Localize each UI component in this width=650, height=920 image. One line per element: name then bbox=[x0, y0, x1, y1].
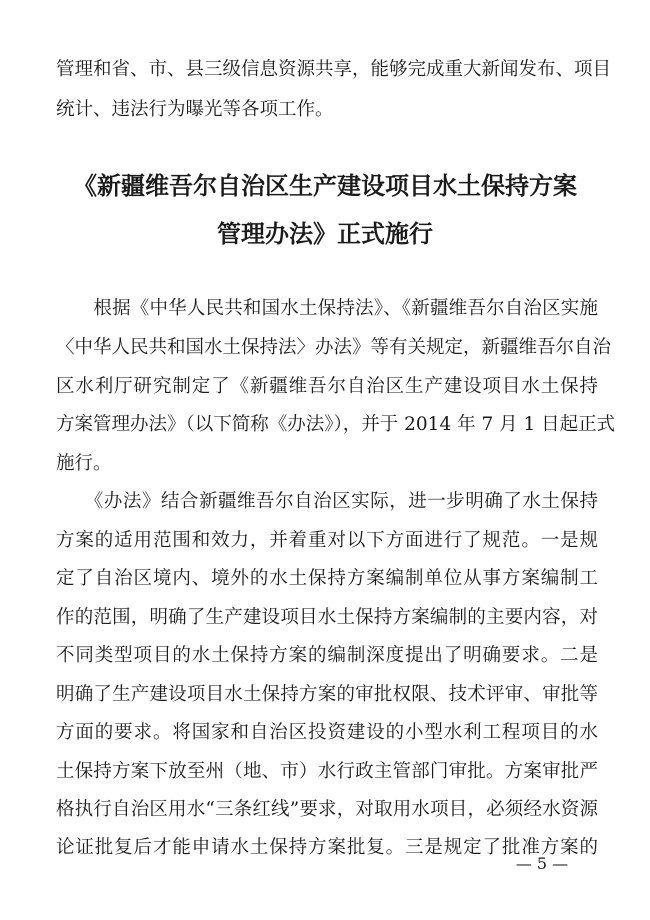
paragraph2-line-2: 方案的适用范围和效力，并着重对以下方面进行了规范。一是规 bbox=[56, 530, 598, 551]
paragraph2-line-3: 定了自治区境内、境外的水土保持方案编制单位从事方案编制工 bbox=[56, 568, 598, 589]
article-title-line-1: 《新疆维吾尔自治区生产建设项目水土保持方案 bbox=[73, 172, 577, 200]
paragraph1-line-5: 施行。 bbox=[56, 453, 112, 474]
paragraph2-line-9: 格执行自治区用水“三条红线”要求，对取用水项目，必须经水资源 bbox=[56, 799, 598, 820]
paragraph2-line-4: 作的范围，明确了生产建设项目水土保持方案编制的主要内容，对 bbox=[56, 607, 598, 628]
paragraph1-line-1: 根据《中华人民共和国水土保持法》、《新疆维吾尔自治区实施 bbox=[56, 298, 598, 319]
article-title-line-2: 管理办法》正式施行 bbox=[217, 220, 433, 248]
paragraph1-line-3: 区水利厅研究制定了《新疆维吾尔自治区生产建设项目水土保持 bbox=[56, 376, 598, 397]
paragraph1-line-4: 方案管理办法》（以下简称《办法》），并于 2014 年 7 月 1 日起正式 bbox=[56, 414, 616, 435]
paragraph2-line-5: 不同类型项目的水土保持方案的编制深度提出了明确要求。二是 bbox=[56, 645, 598, 666]
paragraph2-line-6: 明确了生产建设项目水土保持方案的审批权限、技术评审、审批等 bbox=[56, 684, 598, 705]
paragraph2-line-1: 《办法》结合新疆维吾尔自治区实际，进一步明确了水土保持 bbox=[56, 491, 598, 512]
intro-line-1: 管理和省、市、县三级信息资源共享，能够完成重大新闻发布、项目 bbox=[56, 59, 612, 80]
paragraph2-line-10: 论证批复后才能申请水土保持方案批复。三是规定了批准方案的 bbox=[56, 837, 598, 858]
paragraph2-line-8: 土保持方案下放至州（地、市）水行政主管部门审批。方案审批严 bbox=[56, 761, 598, 782]
paragraph1-line-2: 〈中华人民共和国水土保持法〉办法》等有关规定，新疆维吾尔自治 bbox=[56, 337, 612, 358]
intro-line-2: 统计、违法行为曝光等各项工作。 bbox=[56, 99, 334, 120]
page-number: — 5 — bbox=[515, 854, 569, 873]
paragraph2-line-7: 方面的要求。将国家和自治区投资建设的小型水利工程项目的水 bbox=[56, 722, 598, 743]
